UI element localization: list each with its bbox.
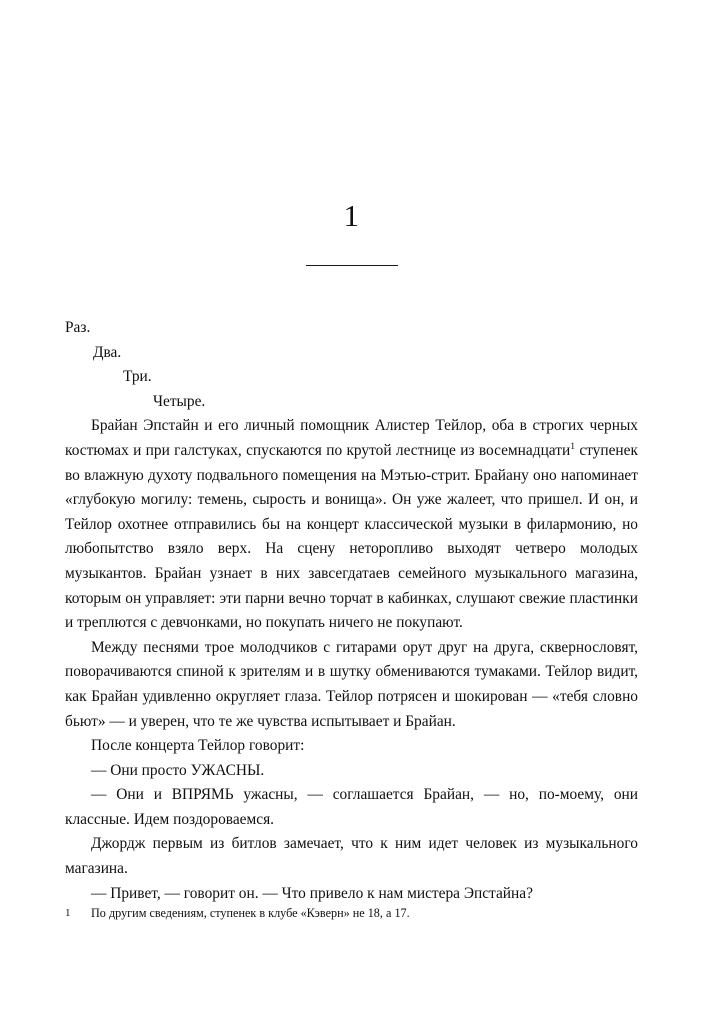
paragraph-2: Между песнями трое молодчиков с гитарами орут друг на друга, сквернословят, поворачиваются спиной к зрителям и в шутку обмениваются тумаками. Тейлор видит, как Брайан удивленно округляет глаза. Тейлор потрясен и шокирован — «тебя словно бьют» — и уверен, что те же чувства испытывает и Брайан. [65, 638, 638, 730]
footnote-area [65, 905, 638, 922]
dialog-line-2: — Они и ВПРЯМЬ ужасны, — соглашается Брайан, — но, по-моему, они классные. Идем поздороваемся. [65, 786, 638, 828]
count-line-one: Раз. [65, 319, 91, 336]
footnote-number: 1 [65, 907, 71, 919]
paragraph-1 [65, 414, 638, 635]
chapter-divider-rule [306, 265, 398, 266]
paragraph-1-text-before-footnote: Брайан Эпстайн и его личный помощник Алистер Тейлор, оба в строгих черных костюмах и при галстуках, спускаются по крутой лестнице из восемнадцати [65, 417, 638, 459]
count-line-three: Три. [123, 368, 152, 386]
dialog-line-3: — Привет, — говорит он. — Что привело к нам мистера Эпстайна? [91, 884, 533, 902]
chapter-number: 1 [343, 198, 360, 233]
footnote-reference-marker[interactable]: 1 [570, 440, 575, 452]
footnote-text: По другим сведениям, ступенек в клубе «Кэверн» не 18, а 17. [91, 906, 410, 920]
paragraph-1-text-after-footnote: ступенек во влажную духоту подвального помещения на Мэтью-стрит. Брайану оно напоминает «глубокую могилу: темень, сырость и вонища». Он уже жалеет, что пришел. И он, и Тейлор охотнее отправились бы на концерт классической музыки в филармонию, но любопытство взяло верх. На сцену неторопливо выходят четверо молодых музыкантов. Брайан узнает в них завсегдатаев семейного музыкального магазина, которым он управляет: эти парни вечно торчат в кабинках, слушают свежие пластинки и треплются с девчонками, но покупать ничего не покупают. [65, 441, 638, 632]
paragraph-4: Джордж первым из битлов замечает, что к ним идет человек из музыкального магазина. [65, 835, 638, 878]
count-line-two: Два. [93, 343, 122, 361]
count-line-four: Четыре. [153, 392, 206, 410]
page-content [65, 0, 638, 1036]
dialog-line-1: — Они просто УЖАСНЫ. [91, 761, 265, 779]
footnote-item [65, 905, 638, 922]
paragraph-3: После концерта Тейлор говорит: [91, 737, 305, 755]
body-text [65, 316, 638, 906]
